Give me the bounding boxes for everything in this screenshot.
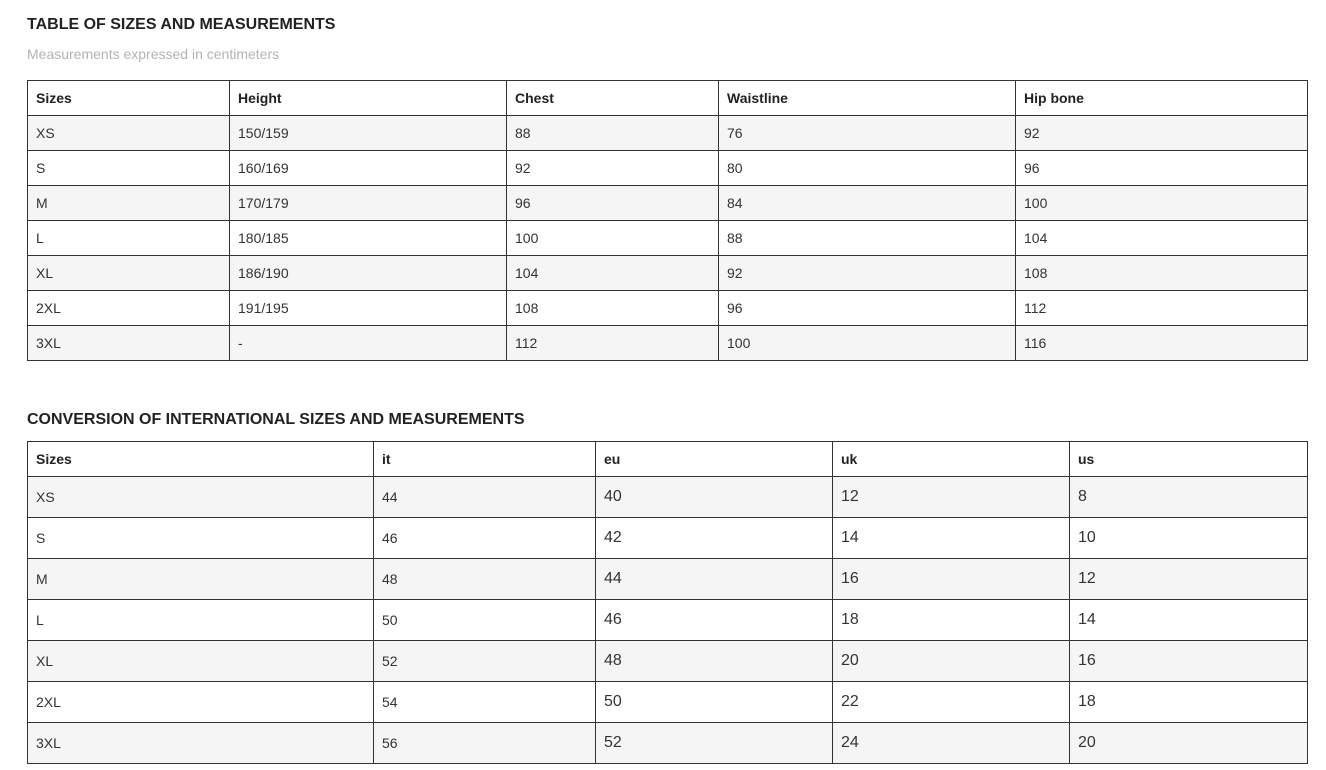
height-cell: 191/195 [230, 291, 507, 326]
header-hip-bone: Hip bone [1016, 81, 1308, 116]
waistline-cell: 84 [719, 186, 1016, 221]
size-cell: XL [28, 641, 374, 682]
hip-bone-cell: 108 [1016, 256, 1308, 291]
measurements-subtitle: Measurements expressed in centimeters [27, 46, 280, 62]
measurements-title: TABLE OF SIZES AND MEASUREMENTS [27, 16, 336, 33]
size-cell: 3XL [28, 326, 230, 361]
table-row [28, 256, 1308, 291]
table-row [28, 559, 1308, 600]
waistline-cell: 92 [719, 256, 1016, 291]
it-cell: 54 [374, 682, 596, 723]
size-cell: L [28, 600, 374, 641]
size-cell: XS [28, 477, 374, 518]
uk-cell: 14 [833, 518, 1070, 559]
header-sizes: Sizes [28, 81, 230, 116]
eu-cell: 40 [596, 477, 833, 518]
uk-cell: 24 [833, 723, 1070, 764]
table-row [28, 151, 1308, 186]
table-header-row [28, 81, 1308, 116]
us-cell: 12 [1070, 559, 1308, 600]
height-cell: - [230, 326, 507, 361]
chest-cell: 108 [507, 291, 719, 326]
waistline-cell: 76 [719, 116, 1016, 151]
eu-cell: 52 [596, 723, 833, 764]
us-cell: 10 [1070, 518, 1308, 559]
uk-cell: 20 [833, 641, 1070, 682]
hip-bone-cell: 112 [1016, 291, 1308, 326]
size-cell: XS [28, 116, 230, 151]
us-cell: 14 [1070, 600, 1308, 641]
waistline-cell: 96 [719, 291, 1016, 326]
eu-cell: 48 [596, 641, 833, 682]
eu-cell: 46 [596, 600, 833, 641]
height-cell: 180/185 [230, 221, 507, 256]
height-cell: 150/159 [230, 116, 507, 151]
table-row [28, 641, 1308, 682]
height-cell: 170/179 [230, 186, 507, 221]
it-cell: 44 [374, 477, 596, 518]
height-cell: 160/169 [230, 151, 507, 186]
size-cell: S [28, 151, 230, 186]
conversion-title: CONVERSION OF INTERNATIONAL SIZES AND MEASUREMENTS [27, 411, 525, 428]
size-cell: 3XL [28, 723, 374, 764]
header-us: us [1070, 442, 1308, 477]
waistline-cell: 80 [719, 151, 1016, 186]
size-cell: 2XL [28, 682, 374, 723]
chest-cell: 104 [507, 256, 719, 291]
it-cell: 52 [374, 641, 596, 682]
table-row [28, 221, 1308, 256]
it-cell: 46 [374, 518, 596, 559]
table-row [28, 518, 1308, 559]
header-sizes: Sizes [28, 442, 374, 477]
chest-cell: 112 [507, 326, 719, 361]
table-row [28, 116, 1308, 151]
hip-bone-cell: 92 [1016, 116, 1308, 151]
chest-cell: 96 [507, 186, 719, 221]
uk-cell: 16 [833, 559, 1070, 600]
header-it: it [374, 442, 596, 477]
hip-bone-cell: 116 [1016, 326, 1308, 361]
uk-cell: 22 [833, 682, 1070, 723]
table-row [28, 682, 1308, 723]
header-uk: uk [833, 442, 1070, 477]
table-row [28, 186, 1308, 221]
header-chest: Chest [507, 81, 719, 116]
header-height: Height [230, 81, 507, 116]
hip-bone-cell: 104 [1016, 221, 1308, 256]
waistline-cell: 88 [719, 221, 1016, 256]
size-cell: S [28, 518, 374, 559]
table-row [28, 723, 1308, 764]
table-row [28, 600, 1308, 641]
size-measurements-table [27, 80, 1308, 361]
header-eu: eu [596, 442, 833, 477]
height-cell: 186/190 [230, 256, 507, 291]
uk-cell: 12 [833, 477, 1070, 518]
table-row [28, 326, 1308, 361]
chest-cell: 92 [507, 151, 719, 186]
us-cell: 18 [1070, 682, 1308, 723]
hip-bone-cell: 100 [1016, 186, 1308, 221]
it-cell: 50 [374, 600, 596, 641]
table-row [28, 291, 1308, 326]
size-cell: XL [28, 256, 230, 291]
hip-bone-cell: 96 [1016, 151, 1308, 186]
chest-cell: 100 [507, 221, 719, 256]
us-cell: 8 [1070, 477, 1308, 518]
size-cell: M [28, 186, 230, 221]
size-cell: L [28, 221, 230, 256]
waistline-cell: 100 [719, 326, 1016, 361]
eu-cell: 44 [596, 559, 833, 600]
table-header-row [28, 442, 1308, 477]
header-waistline: Waistline [719, 81, 1016, 116]
chest-cell: 88 [507, 116, 719, 151]
table-row [28, 477, 1308, 518]
it-cell: 56 [374, 723, 596, 764]
us-cell: 20 [1070, 723, 1308, 764]
us-cell: 16 [1070, 641, 1308, 682]
it-cell: 48 [374, 559, 596, 600]
size-conversion-table [27, 441, 1308, 764]
eu-cell: 42 [596, 518, 833, 559]
eu-cell: 50 [596, 682, 833, 723]
uk-cell: 18 [833, 600, 1070, 641]
size-cell: M [28, 559, 374, 600]
size-cell: 2XL [28, 291, 230, 326]
